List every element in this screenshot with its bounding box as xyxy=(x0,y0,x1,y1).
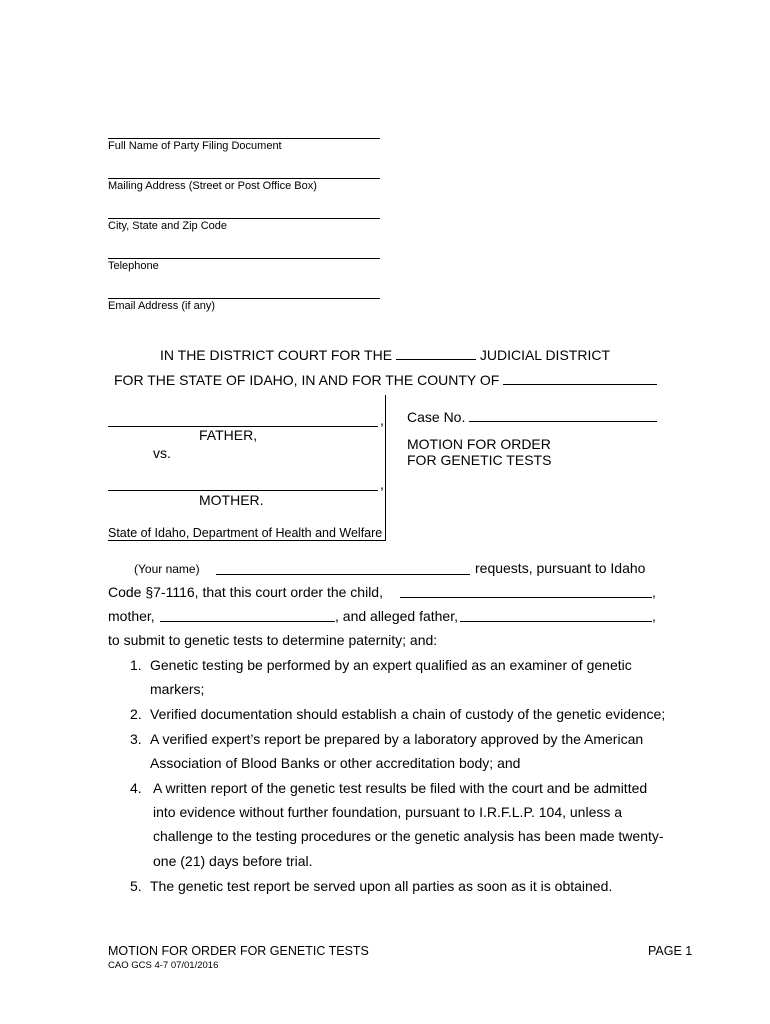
item-3-line-1: A verified expert’s report be prepared by a laboratory approved by the American xyxy=(150,731,644,747)
code-text: Code §7-1116, that this court order the child, xyxy=(108,584,383,600)
court-district-text: IN THE DISTRICT COURT FOR THE xyxy=(160,347,393,363)
mother-body-line[interactable] xyxy=(160,621,335,622)
father-label: FATHER, xyxy=(199,427,258,443)
alleged-father-text: , and alleged father, xyxy=(335,608,458,624)
child-name-line[interactable] xyxy=(400,597,652,598)
full-name-line[interactable] xyxy=(108,138,380,139)
item-3-line-2: Association of Blood Banks or other accreditation body; and xyxy=(150,755,521,771)
email-line[interactable] xyxy=(108,298,380,299)
judicial-district-text: JUDICIAL DISTRICT xyxy=(479,347,610,363)
full-name-label: Full Name of Party Filing Document xyxy=(108,140,282,152)
mailing-address-line[interactable] xyxy=(108,178,380,179)
item-5-line-1: The genetic test report be served upon all parties as soon as it is obtained. xyxy=(150,878,613,894)
item-4-line-2: into evidence without further foundation, pursuant to I.R.F.L.P. 104, unless a xyxy=(153,804,623,820)
father-comma: , xyxy=(380,412,384,428)
alleged-father-line[interactable] xyxy=(460,621,652,622)
caption-divider xyxy=(385,395,386,541)
your-name-label: (Your name) xyxy=(134,562,200,576)
district-number-blank[interactable] xyxy=(396,345,476,360)
item-4-line-4: one (21) days before trial. xyxy=(153,853,313,869)
item-4-line-3: challenge to the testing procedures or the genetic analysis has been made twenty- xyxy=(153,828,664,844)
item-2-number: 2. xyxy=(130,706,142,722)
email-label: Email Address (if any) xyxy=(108,300,215,312)
caption-bottom-line xyxy=(108,540,385,541)
motion-title-line2: FOR GENETIC TESTS xyxy=(407,452,552,468)
item-1-line-2: markers; xyxy=(150,681,205,697)
vs-label: vs. xyxy=(153,445,171,461)
county-blank[interactable] xyxy=(503,370,657,385)
item-3-number: 3. xyxy=(130,731,142,747)
item-1-line-1: Genetic testing be performed by an expert qualified as an examiner of genetic xyxy=(150,657,632,673)
mother-comma: , xyxy=(380,476,384,492)
city-state-zip-label: City, State and Zip Code xyxy=(108,220,228,232)
item-5-number: 5. xyxy=(130,878,142,894)
mother-text: mother, xyxy=(108,608,155,624)
case-number-row xyxy=(407,407,657,425)
case-number-blank[interactable] xyxy=(469,407,657,422)
mother-label: MOTHER. xyxy=(199,492,264,508)
item-2-line-1: Verified documentation should establish a chain of custody of the genetic evidence; xyxy=(150,706,666,722)
case-number-label: Case No. xyxy=(407,409,466,425)
telephone-label: Telephone xyxy=(108,260,159,272)
your-name-line[interactable] xyxy=(216,574,470,575)
city-state-zip-line[interactable] xyxy=(108,218,380,219)
page-number: PAGE 1 xyxy=(648,944,693,958)
requests-text: requests, pursuant to Idaho xyxy=(475,560,646,576)
father-comma-body: , xyxy=(652,608,656,624)
item-1-number: 1. xyxy=(130,657,142,673)
mother-name-line[interactable] xyxy=(108,490,378,491)
footer-code: CAO GCS 4-7 07/01/2016 xyxy=(108,960,219,971)
court-heading-line2 xyxy=(114,370,657,388)
item-4-number: 4. xyxy=(130,780,142,796)
state-agency-label: State of Idaho, Department of Health and Welfare xyxy=(108,526,383,540)
court-heading-line1 xyxy=(160,345,610,363)
mailing-address-label: Mailing Address (Street or Post Office Box) xyxy=(108,180,317,192)
telephone-line[interactable] xyxy=(108,258,380,259)
county-text: FOR THE STATE OF IDAHO, IN AND FOR THE COUNTY OF xyxy=(114,372,500,388)
child-comma: , xyxy=(652,584,656,600)
item-4-line-1: A written report of the genetic test results be filed with the court and be admitted xyxy=(153,780,648,796)
footer-title: MOTION FOR ORDER FOR GENETIC TESTS xyxy=(108,944,369,958)
motion-title-line1: MOTION FOR ORDER xyxy=(407,436,551,452)
submit-text: to submit to genetic tests to determine paternity; and: xyxy=(108,632,438,648)
